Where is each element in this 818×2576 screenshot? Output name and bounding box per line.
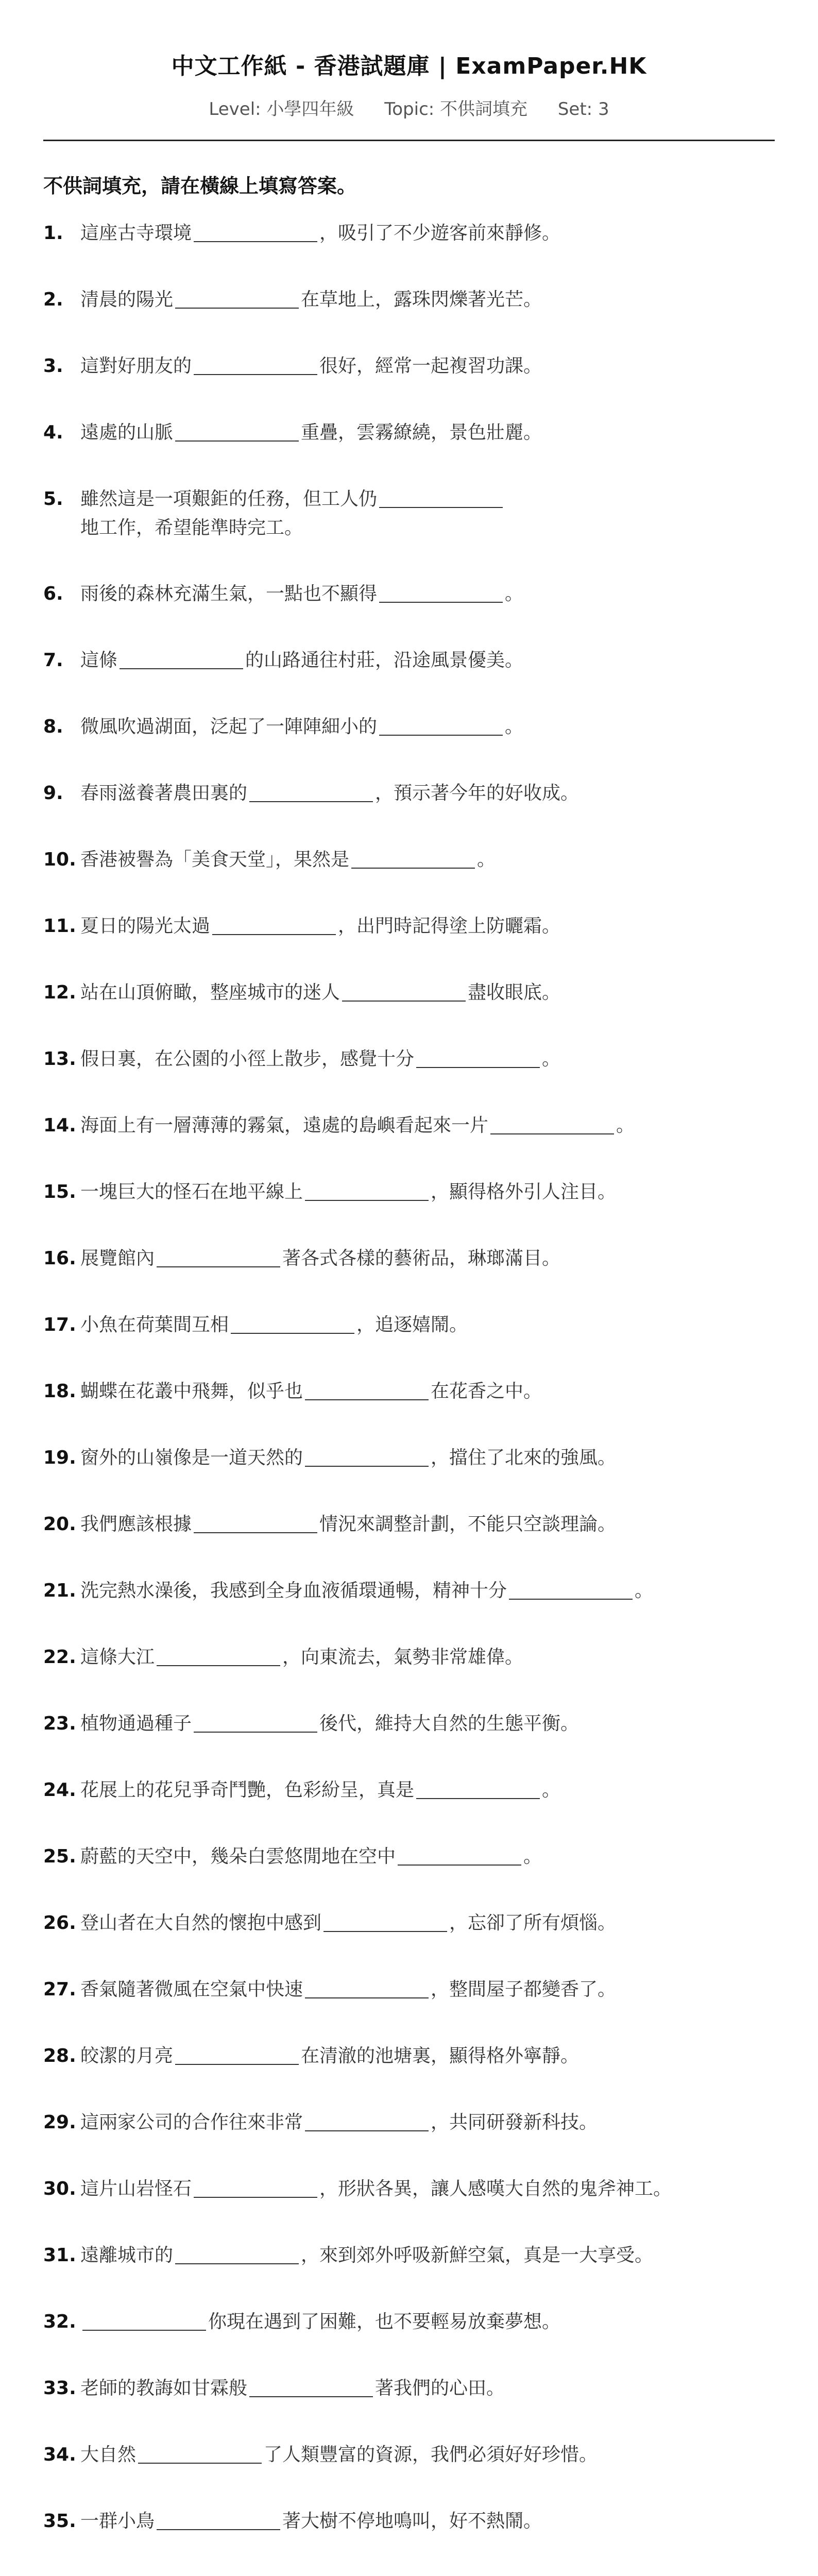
question-number: 6. bbox=[43, 583, 63, 604]
question-item bbox=[43, 1776, 775, 1805]
question-number: 23. bbox=[43, 1713, 76, 1734]
question-item bbox=[43, 845, 775, 874]
question-text-before: 花展上的花兒爭奇鬥艷，色彩紛呈，真是 bbox=[80, 1780, 415, 1801]
question-list bbox=[0, 219, 818, 2536]
question-text-after: 後代，維持大自然的生態平衡。 bbox=[319, 1713, 580, 1734]
question-text-after: 了人類豐富的資源，我們必須好好珍惜。 bbox=[264, 2444, 598, 2465]
question-text-after: ，預示著今年的好收成。 bbox=[375, 783, 580, 804]
question-text bbox=[80, 485, 775, 543]
question-text bbox=[80, 1244, 775, 1273]
question-number: 32. bbox=[43, 2311, 76, 2332]
answer-blank[interactable] bbox=[194, 2176, 317, 2198]
question-item bbox=[43, 1178, 775, 1207]
answer-blank[interactable] bbox=[194, 1512, 317, 1533]
answer-blank[interactable] bbox=[305, 1445, 429, 1467]
question-text bbox=[80, 2374, 775, 2403]
worksheet-header bbox=[0, 0, 818, 120]
question-text-after: ，來到郊外呼吸新鮮空氣，真是一大享受。 bbox=[301, 2245, 654, 2266]
question-text-after: 。 bbox=[523, 1846, 542, 1867]
answer-blank[interactable] bbox=[157, 1246, 280, 1267]
question-text-before: 大自然 bbox=[80, 2444, 137, 2465]
answer-blank[interactable] bbox=[212, 913, 336, 935]
question-text-before: 窗外的山嶺像是一道天然的 bbox=[80, 1447, 303, 1468]
answer-blank[interactable] bbox=[305, 1379, 429, 1400]
question-text bbox=[80, 713, 775, 741]
question-text bbox=[80, 1776, 775, 1805]
question-text-after: 著各式各樣的藝術品，琳瑯滿目。 bbox=[282, 1248, 561, 1269]
question-text bbox=[80, 2507, 775, 2536]
question-text-before: 春雨滋養著農田裏的 bbox=[80, 783, 248, 804]
question-number: 16. bbox=[43, 1248, 76, 1269]
question-number: 29. bbox=[43, 2112, 76, 2133]
question-item bbox=[43, 219, 775, 248]
question-text-after: 著我們的心田。 bbox=[375, 2378, 505, 2399]
question-number: 34. bbox=[43, 2444, 76, 2465]
question-text-after: 。 bbox=[635, 1580, 654, 1601]
question-text-before: 小魚在荷葉間互相 bbox=[80, 1314, 229, 1335]
question-number: 22. bbox=[43, 1647, 76, 1668]
question-text-before: 一塊巨大的怪石在地平線上 bbox=[80, 1181, 303, 1202]
answer-blank[interactable] bbox=[342, 980, 466, 1002]
question-text-after: 你現在遇到了困難，也不要輕易放棄夢想。 bbox=[208, 2311, 561, 2332]
question-text-before: 蝴蝶在花叢中飛舞，似乎也 bbox=[80, 1381, 303, 1402]
question-number: 20. bbox=[43, 1514, 76, 1535]
question-text-after: 。 bbox=[505, 716, 524, 737]
answer-blank[interactable] bbox=[490, 1113, 614, 1134]
question-text-after: 的山路通往村莊，沿途風景優美。 bbox=[245, 650, 524, 671]
question-number: 26. bbox=[43, 1912, 76, 1934]
question-text-before: 這兩家公司的合作往來非常 bbox=[80, 2112, 303, 2133]
question-text-after: ，顯得格外引人注目。 bbox=[431, 1181, 617, 1202]
question-number: 33. bbox=[43, 2378, 76, 2399]
question-text-before: 皎潔的月亮 bbox=[80, 2045, 174, 2066]
question-item bbox=[43, 1444, 775, 1472]
answer-blank[interactable] bbox=[175, 287, 299, 309]
instruction-text: 不供詞填充，請在橫線上填寫答案。 bbox=[43, 175, 357, 197]
answer-blank[interactable] bbox=[175, 420, 299, 442]
answer-blank[interactable] bbox=[416, 1777, 540, 1799]
question-text bbox=[80, 2042, 775, 2071]
question-number: 9. bbox=[43, 783, 63, 804]
question-text bbox=[80, 2108, 775, 2137]
question-text bbox=[80, 1444, 775, 1472]
question-text-before: 這對好朋友的 bbox=[80, 355, 192, 377]
question-number: 27. bbox=[43, 1979, 76, 2000]
question-text-after: ，忘卻了所有煩惱。 bbox=[449, 1912, 617, 1934]
answer-blank[interactable] bbox=[249, 2376, 373, 2397]
level-label: Level: 小學四年級 bbox=[209, 99, 354, 120]
question-text-before: 站在山頂俯瞰，整座城市的迷人 bbox=[80, 982, 340, 1003]
question-number: 25. bbox=[43, 1846, 76, 1867]
question-item bbox=[43, 2374, 775, 2403]
question-item bbox=[43, 1577, 775, 1605]
answer-blank[interactable] bbox=[416, 1046, 540, 1068]
question-text bbox=[80, 2175, 775, 2204]
answer-blank[interactable] bbox=[379, 714, 503, 736]
question-text-before: 這片山岩怪石 bbox=[80, 2178, 192, 2199]
question-text-after: 情況來調整計劃，不能只空談理論。 bbox=[319, 1514, 617, 1535]
question-text-before: 植物通過種子 bbox=[80, 1713, 192, 1734]
answer-blank[interactable] bbox=[351, 847, 475, 869]
question-item bbox=[43, 2507, 775, 2536]
question-number: 13. bbox=[43, 1048, 76, 1070]
question-text-after: 盡收眼底。 bbox=[468, 982, 561, 1003]
question-text bbox=[80, 912, 775, 941]
question-text bbox=[80, 1178, 775, 1207]
topic-label: Topic: 不供詞填充 bbox=[384, 99, 528, 120]
question-number: 35. bbox=[43, 2511, 76, 2532]
answer-blank[interactable] bbox=[194, 353, 317, 375]
question-text-after: 。 bbox=[542, 1780, 561, 1801]
question-text-before: 香氣隨著微風在空氣中快速 bbox=[80, 1979, 303, 2000]
question-text-after: 很好，經常一起複習功課。 bbox=[319, 355, 542, 377]
question-number: 10. bbox=[43, 849, 76, 870]
question-text-after: 。 bbox=[616, 1115, 635, 1136]
answer-blank[interactable] bbox=[120, 648, 243, 669]
answer-blank[interactable] bbox=[194, 1711, 317, 1733]
question-text-after: ，追逐嬉鬧。 bbox=[356, 1314, 468, 1335]
answer-blank[interactable] bbox=[379, 486, 503, 508]
question-text-before: 老師的教誨如甘霖般 bbox=[80, 2378, 248, 2399]
question-text-before: 登山者在大自然的懷抱中感到 bbox=[80, 1912, 322, 1934]
question-text-after: 。 bbox=[477, 849, 496, 870]
answer-blank[interactable] bbox=[398, 1844, 521, 1866]
question-text bbox=[80, 2441, 775, 2469]
answer-blank[interactable] bbox=[175, 2043, 299, 2065]
answer-blank[interactable] bbox=[305, 1977, 429, 1998]
question-text-after: ，向東流去，氣勢非常雄偉。 bbox=[282, 1647, 524, 1668]
question-number: 24. bbox=[43, 1780, 76, 1801]
question-number: 18. bbox=[43, 1381, 76, 1402]
question-text bbox=[80, 1577, 775, 1605]
answer-blank[interactable] bbox=[509, 1578, 633, 1600]
question-text bbox=[80, 1842, 775, 1871]
question-text-before: 這條 bbox=[80, 650, 118, 671]
question-text bbox=[80, 1975, 775, 2004]
question-number: 28. bbox=[43, 2045, 76, 2066]
question-text-before: 展覽館內 bbox=[80, 1248, 155, 1269]
question-number: 5. bbox=[43, 488, 63, 510]
answer-blank[interactable] bbox=[323, 1910, 447, 1932]
question-text bbox=[80, 1311, 775, 1340]
question-number: 12. bbox=[43, 982, 76, 1003]
answer-blank[interactable] bbox=[157, 2509, 280, 2530]
answer-blank[interactable] bbox=[379, 581, 503, 603]
question-number: 31. bbox=[43, 2245, 76, 2266]
question-item bbox=[43, 779, 775, 808]
question-text bbox=[80, 1111, 775, 1140]
question-number: 17. bbox=[43, 1314, 76, 1335]
question-item bbox=[43, 2241, 775, 2270]
question-text bbox=[80, 1643, 775, 1672]
set-label: Set: 3 bbox=[557, 99, 609, 120]
question-text bbox=[80, 580, 775, 608]
question-item bbox=[43, 1975, 775, 2004]
question-text-after: ，形狀各異，讓人感嘆大自然的鬼斧神工。 bbox=[319, 2178, 672, 2199]
question-text-before: 雖然這是一項艱鉅的任務，但工人仍 bbox=[80, 488, 378, 510]
question-text-before: 洗完熱水澡後，我感到全身血液循環通暢，精神十分 bbox=[80, 1580, 507, 1601]
question-text-after: 。 bbox=[542, 1048, 561, 1070]
question-text-before: 我們應該根據 bbox=[80, 1514, 192, 1535]
question-number: 21. bbox=[43, 1580, 76, 1601]
page-title: 中文工作紙 - 香港試題庫 | ExamPaper.HK bbox=[171, 53, 647, 79]
question-text bbox=[80, 1045, 775, 1074]
question-item bbox=[43, 580, 775, 608]
question-text-after: ，擋住了北來的強風。 bbox=[431, 1447, 617, 1468]
question-text bbox=[80, 2241, 775, 2270]
question-item bbox=[43, 1244, 775, 1273]
question-text-before: 微風吹過湖面，泛起了一陣陣細小的 bbox=[80, 716, 378, 737]
question-text-after: 著大樹不停地鳴叫，好不熱鬧。 bbox=[282, 2511, 542, 2532]
question-text bbox=[80, 2308, 775, 2336]
answer-blank[interactable] bbox=[231, 1312, 354, 1334]
question-text bbox=[80, 352, 775, 381]
question-text-after: ，整間屋子都變香了。 bbox=[431, 1979, 617, 2000]
question-text bbox=[80, 1377, 775, 1406]
question-text-after: ，出門時記得塗上防曬霜。 bbox=[338, 916, 561, 937]
question-text-after: 在草地上，露珠閃爍著光芒。 bbox=[301, 289, 542, 310]
question-item bbox=[43, 1311, 775, 1340]
question-text bbox=[80, 219, 775, 248]
question-item bbox=[43, 1045, 775, 1074]
question-item bbox=[43, 418, 775, 447]
question-number: 1. bbox=[43, 223, 63, 244]
question-item bbox=[43, 2308, 775, 2336]
question-text-before: 這條大江 bbox=[80, 1647, 155, 1668]
question-text-before: 夏日的陽光太過 bbox=[80, 916, 211, 937]
question-item bbox=[43, 2108, 775, 2137]
answer-blank[interactable] bbox=[157, 1645, 280, 1666]
answer-blank[interactable] bbox=[138, 2442, 262, 2464]
answer-blank[interactable] bbox=[175, 2243, 299, 2264]
answer-blank[interactable] bbox=[305, 1179, 429, 1201]
question-text-after: 。 bbox=[505, 583, 524, 604]
question-text-after: 在花香之中。 bbox=[431, 1381, 542, 1402]
question-text-before: 遠處的山脈 bbox=[80, 422, 174, 443]
question-item bbox=[43, 912, 775, 941]
question-text-after: 在清澈的池塘裏，顯得格外寧靜。 bbox=[301, 2045, 580, 2066]
question-item bbox=[43, 646, 775, 675]
question-text-after: ，共同研發新科技。 bbox=[431, 2112, 598, 2133]
question-text bbox=[80, 779, 775, 808]
question-number: 8. bbox=[43, 716, 63, 737]
question-item bbox=[43, 713, 775, 741]
question-item bbox=[43, 2441, 775, 2469]
question-text-before: 清晨的陽光 bbox=[80, 289, 174, 310]
question-item bbox=[43, 2042, 775, 2071]
question-text-before: 蔚藍的天空中，幾朵白雲悠閒地在空中 bbox=[80, 1846, 396, 1867]
question-text bbox=[80, 646, 775, 675]
question-text-before: 海面上有一層薄薄的霧氣，遠處的島嶼看起來一片 bbox=[80, 1115, 489, 1136]
question-text-after: 重疊，雲霧繚繞，景色壯麗。 bbox=[301, 422, 542, 443]
question-text-before: 一群小鳥 bbox=[80, 2511, 155, 2532]
question-item bbox=[43, 1709, 775, 1738]
question-item bbox=[43, 1909, 775, 1938]
question-text-before: 假日裏，在公園的小徑上散步，感覺十分 bbox=[80, 1048, 415, 1070]
question-text bbox=[80, 1909, 775, 1938]
question-number: 14. bbox=[43, 1115, 76, 1136]
question-item bbox=[43, 1111, 775, 1140]
question-item bbox=[43, 1643, 775, 1672]
question-number: 15. bbox=[43, 1181, 76, 1202]
header-divider bbox=[43, 140, 775, 141]
question-text bbox=[80, 978, 775, 1007]
question-number: 19. bbox=[43, 1447, 76, 1468]
question-number: 4. bbox=[43, 422, 63, 443]
question-text-before: 雨後的森林充滿生氣，一點也不顯得 bbox=[80, 583, 378, 604]
question-number: 30. bbox=[43, 2178, 76, 2199]
question-item bbox=[43, 2175, 775, 2204]
question-text-before: 遠離城市的 bbox=[80, 2245, 174, 2266]
question-item bbox=[43, 352, 775, 381]
question-text bbox=[80, 1709, 775, 1738]
question-number: 2. bbox=[43, 289, 63, 310]
answer-blank[interactable] bbox=[305, 2110, 429, 2131]
question-number: 11. bbox=[43, 916, 76, 937]
worksheet-meta bbox=[0, 95, 818, 120]
question-text-before: 香港被譽為「美食天堂」，果然是 bbox=[80, 849, 350, 870]
question-text bbox=[80, 1510, 775, 1539]
question-text-after: ，吸引了不少遊客前來靜修。 bbox=[319, 223, 561, 244]
question-text-before: 這座古寺環境 bbox=[80, 223, 192, 244]
question-item bbox=[43, 1377, 775, 1406]
question-number: 3. bbox=[43, 355, 63, 377]
question-text bbox=[80, 418, 775, 447]
question-text-after: 地工作，希望能準時完工。 bbox=[80, 517, 303, 538]
question-item bbox=[43, 978, 775, 1007]
question-item bbox=[43, 1842, 775, 1871]
question-text bbox=[80, 845, 775, 874]
question-number: 7. bbox=[43, 650, 63, 671]
question-item bbox=[43, 1510, 775, 1539]
question-text bbox=[80, 285, 775, 314]
answer-blank[interactable] bbox=[82, 2309, 206, 2331]
question-item bbox=[43, 485, 775, 543]
answer-blank[interactable] bbox=[249, 781, 373, 802]
question-item bbox=[43, 285, 775, 314]
answer-blank[interactable] bbox=[194, 221, 317, 242]
